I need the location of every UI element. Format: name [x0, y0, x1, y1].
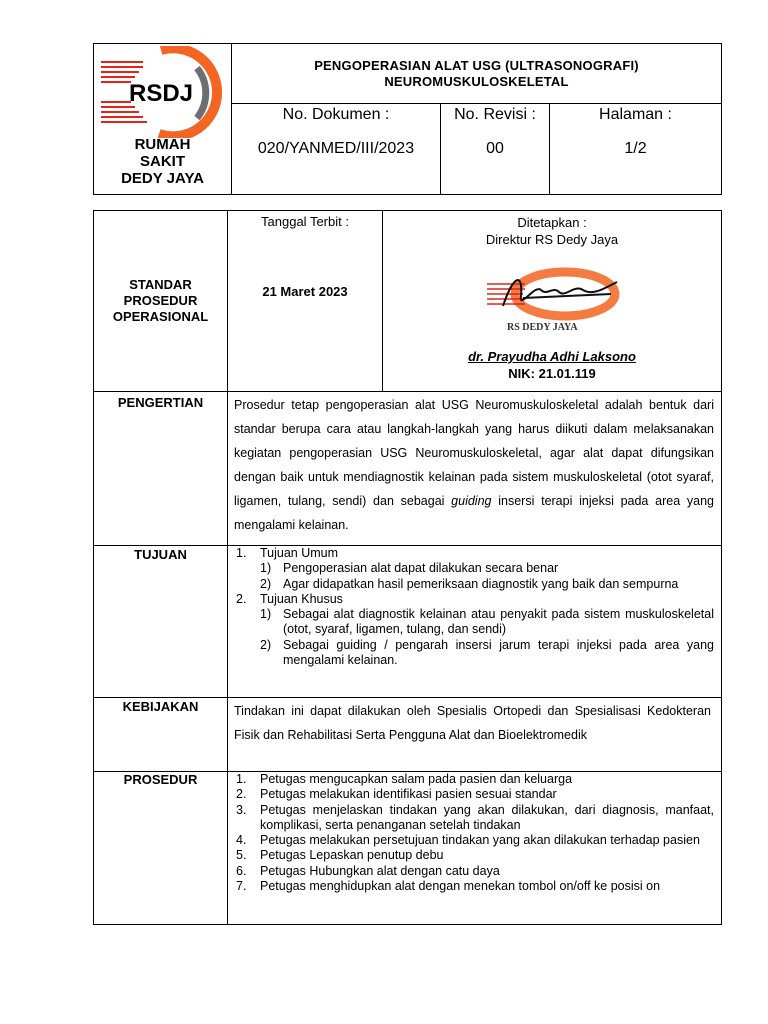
list-item-text: Petugas melakukan persetujuan tindakan yang akan dilakukan terhadap pasien	[260, 833, 700, 848]
list-item-text: Pengoperasian alat dapat dilakukan secara benar	[283, 561, 559, 576]
established-by: Direktur RS Dedy Jaya	[485, 232, 619, 247]
list-item-text: Sebagai alat diagnostik kelainan atau penyakit pada sistem muskuloskeletal (otot, syaraf, ligamen, tulang, dan sendi)	[283, 607, 714, 637]
list-item-number: 6.	[236, 863, 247, 878]
signature-stamp-icon	[483, 266, 623, 338]
list-item	[234, 546, 714, 561]
prosedur-list	[228, 772, 721, 894]
established-label: Ditetapkan :	[517, 215, 587, 230]
list-item	[234, 772, 714, 787]
sop-label	[94, 211, 228, 392]
list-item-number: 2.	[236, 591, 247, 606]
hospital-name-line: RUMAH	[134, 136, 191, 153]
sop-label-line: OPERASIONAL	[112, 309, 209, 324]
tujuan-list	[228, 546, 721, 668]
sop-label-line: PROSEDUR	[123, 293, 198, 308]
list-item	[234, 803, 714, 834]
doc-number-cell	[232, 104, 441, 195]
page-label: Halaman :	[599, 106, 672, 123]
list-item	[234, 879, 714, 894]
title-line-2: NEUROMUSKULOSKELETAL	[384, 73, 569, 89]
prosedur-label: PROSEDUR	[94, 772, 228, 925]
revision-label: No. Revisi :	[454, 106, 536, 123]
list-item	[234, 561, 714, 576]
list-item-text: Petugas menghidupkan alat dengan menekan tombol on/off ke posisi on	[260, 879, 661, 894]
pengertian-text-end: insersi terapi injeksi pada area yang mengalami kelainan.	[234, 494, 714, 532]
document-title	[232, 44, 722, 104]
list-item	[234, 864, 714, 879]
list-item-number: 2)	[260, 576, 272, 591]
page-cell	[550, 104, 722, 195]
stamp-text: RS DEDY JAYA	[507, 322, 578, 333]
list-item	[234, 607, 714, 638]
page-value: 1/2	[624, 140, 647, 157]
list-item-text: Petugas mengucapkan salam pada pasien dan keluarga	[260, 772, 573, 786]
list-item-number: 2)	[260, 637, 272, 652]
list-item-number: 3.	[236, 802, 247, 817]
doc-number-label: No. Dokumen :	[282, 106, 390, 123]
list-item-number: 1)	[260, 607, 272, 622]
kebijakan-label: KEBIJAKAN	[94, 698, 228, 772]
list-item-number: 1.	[236, 546, 247, 560]
hospital-name-line: SAKIT	[140, 153, 185, 170]
list-item-number: 1.	[236, 772, 247, 786]
hospital-logo-cell	[94, 44, 232, 195]
list-item-text: Petugas menjelaskan tindakan yang akan dilakukan, dari diagnosis, manfaat, komplikasi, serta penanganan setelah tindakan	[260, 802, 714, 832]
logo-text: RSDJ	[129, 80, 194, 107]
list-item	[234, 787, 714, 802]
kebijakan-text: Tindakan ini dapat dilakukan oleh Spesialis Ortopedi dan Spesialisasi Kedokteran Fisik dan Rehabilitasi Serta Pengguna Alat dan Bioelektromedik	[234, 704, 711, 742]
tujuan-label: TUJUAN	[94, 546, 228, 698]
list-item-text: Agar didapatkan hasil pemeriksaan diagnostik yang baik dan sempurna	[283, 576, 679, 591]
doc-number-value: 020/YANMED/III/2023	[257, 140, 415, 157]
hospital-name-line: DEDY JAYA	[121, 170, 204, 187]
issue-date-cell	[228, 211, 383, 392]
document-header	[93, 43, 722, 195]
list-item-number: 4.	[236, 833, 247, 848]
list-item	[234, 577, 714, 592]
signer-name: dr. Prayudha Adhi Laksono	[468, 349, 636, 364]
list-item-number: 5.	[236, 848, 247, 863]
sop-body-table	[93, 210, 722, 925]
issue-date-label: Tanggal Terbit :	[261, 214, 349, 229]
tujuan-content	[228, 546, 722, 698]
list-item-number: 7.	[236, 879, 247, 894]
list-item-text: Petugas Hubungkan alat dengan catu daya	[260, 863, 500, 878]
list-item-text: Tujuan Umum	[260, 546, 339, 560]
list-item-text: Sebagai guiding / pengarah insersi jarum terapi injeksi pada area yang mengalami kelainan.	[283, 637, 714, 668]
list-item-text: Tujuan Khusus	[260, 591, 343, 606]
title-line-1: PENGOPERASIAN ALAT USG (ULTRASONOGRAFI)	[314, 57, 639, 73]
sop-label-line: STANDAR	[129, 277, 192, 292]
approval-cell	[383, 211, 722, 392]
list-item	[234, 833, 714, 848]
revision-cell	[441, 104, 550, 195]
hospital-name	[94, 136, 231, 187]
list-item	[234, 848, 714, 863]
pengertian-content	[228, 392, 722, 546]
list-item-number: 2.	[236, 787, 247, 802]
signer-nik: NIK: 21.01.119	[508, 366, 596, 381]
list-item	[234, 592, 714, 607]
pengertian-italic: guiding	[451, 494, 492, 508]
list-item	[234, 638, 714, 669]
list-item-text: Petugas Lepaskan penutup debu	[260, 848, 444, 863]
kebijakan-content	[228, 698, 722, 772]
rsdj-logo-icon	[99, 46, 224, 138]
revision-value: 00	[486, 140, 504, 157]
pengertian-text: Prosedur tetap pengoperasian alat USG Neuromuskuloskeletal adalah bentuk dari standar berupa cara atau langkah-langkah yang harus diikuti dalam melaksanakan kegiatan pengoperasian USG Neuromuskuloskeletal, agar alat dapat difungsikan dengan baik untuk mendiagnostik kelainan pada sistem muskuloskeletal (otot syaraf, ligamen, tulang, sendi) dan sebagai	[234, 398, 714, 508]
list-item-number: 1)	[260, 561, 272, 576]
pengertian-label: PENGERTIAN	[94, 392, 228, 546]
issue-date-value: 21 Maret 2023	[262, 284, 348, 299]
list-item-text: Petugas melakukan identifikasi pasien sesuai standar	[260, 787, 557, 802]
prosedur-content	[228, 772, 722, 925]
